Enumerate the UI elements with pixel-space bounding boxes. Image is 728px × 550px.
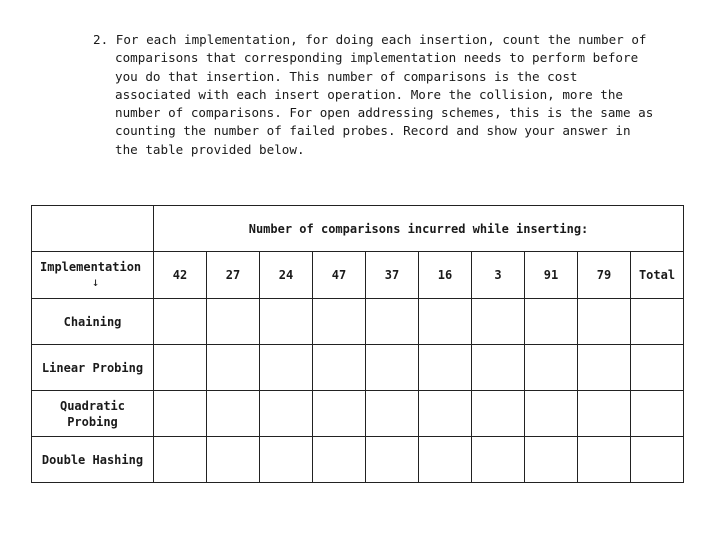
answer-cell[interactable] bbox=[366, 345, 419, 391]
key-header: 91 bbox=[525, 252, 578, 299]
answer-cell[interactable] bbox=[525, 345, 578, 391]
answer-cell[interactable] bbox=[472, 437, 525, 483]
answer-cell[interactable] bbox=[313, 299, 366, 345]
implementation-header-label: Implementation bbox=[40, 260, 142, 274]
key-header: 37 bbox=[366, 252, 419, 299]
row-label-chaining: Chaining bbox=[32, 299, 154, 345]
answer-cell[interactable] bbox=[260, 391, 313, 437]
blank-corner-cell bbox=[32, 206, 154, 252]
table-row bbox=[32, 345, 684, 391]
answer-cell[interactable] bbox=[525, 437, 578, 483]
answer-cell[interactable] bbox=[260, 299, 313, 345]
answer-cell[interactable] bbox=[525, 299, 578, 345]
comparisons-table bbox=[31, 205, 684, 483]
question-line: 2. For each implementation, for doing each insertion, count the number of bbox=[93, 32, 647, 47]
answer-cell[interactable] bbox=[472, 345, 525, 391]
key-header: 16 bbox=[419, 252, 472, 299]
answer-cell[interactable] bbox=[154, 345, 207, 391]
table-row bbox=[32, 299, 684, 345]
row-label-quadratic-probing bbox=[32, 391, 154, 437]
answer-cell[interactable] bbox=[313, 391, 366, 437]
answer-cell[interactable] bbox=[366, 437, 419, 483]
answer-cell[interactable] bbox=[419, 345, 472, 391]
answer-cell[interactable] bbox=[154, 299, 207, 345]
answer-cell[interactable] bbox=[313, 345, 366, 391]
total-cell[interactable] bbox=[631, 345, 684, 391]
answer-cell[interactable] bbox=[578, 391, 631, 437]
key-header: 42 bbox=[154, 252, 207, 299]
question-line: counting the number of failed probes. Record and show your answer in bbox=[115, 123, 631, 139]
question-text bbox=[93, 31, 673, 159]
question-line: comparisons that corresponding implementation needs to perform before bbox=[115, 50, 639, 66]
answer-cell[interactable] bbox=[154, 391, 207, 437]
table-caption: Number of comparisons incurred while inserting: bbox=[154, 206, 684, 252]
question-line: you do that insertion. This number of comparisons is the cost bbox=[115, 68, 578, 84]
answer-cell[interactable] bbox=[207, 345, 260, 391]
answer-cell[interactable] bbox=[207, 391, 260, 437]
total-cell[interactable] bbox=[631, 437, 684, 483]
table-row bbox=[32, 391, 684, 437]
answer-cell[interactable] bbox=[207, 437, 260, 483]
key-header: 3 bbox=[472, 252, 525, 299]
answer-cell[interactable] bbox=[419, 391, 472, 437]
answer-cell[interactable] bbox=[419, 437, 472, 483]
answer-cell[interactable] bbox=[472, 391, 525, 437]
answer-cell[interactable] bbox=[366, 391, 419, 437]
key-header: 27 bbox=[207, 252, 260, 299]
table-row bbox=[32, 437, 684, 483]
down-arrow-icon: ↓ bbox=[92, 275, 100, 289]
answer-cell[interactable] bbox=[419, 299, 472, 345]
question-line: associated with each insert operation. More the collision, more the bbox=[115, 86, 623, 102]
row-label-double-hashing: Double Hashing bbox=[32, 437, 154, 483]
row-label-linear-probing: Linear Probing bbox=[32, 345, 154, 391]
question-line: number of comparisons. For open addressing schemes, this is the same as bbox=[115, 105, 654, 121]
answer-cell[interactable] bbox=[260, 345, 313, 391]
key-header: 79 bbox=[578, 252, 631, 299]
row-label-quadratic-probing-text: Quadratic Probing bbox=[59, 398, 126, 429]
key-header: 24 bbox=[260, 252, 313, 299]
answer-cell[interactable] bbox=[578, 345, 631, 391]
answer-cell[interactable] bbox=[578, 299, 631, 345]
answer-cell[interactable] bbox=[366, 299, 419, 345]
answer-cell[interactable] bbox=[154, 437, 207, 483]
answer-cell[interactable] bbox=[313, 437, 366, 483]
answer-cell[interactable] bbox=[472, 299, 525, 345]
implementation-header bbox=[32, 252, 154, 299]
answer-cell[interactable] bbox=[578, 437, 631, 483]
total-header: Total bbox=[631, 252, 684, 299]
answer-cell[interactable] bbox=[260, 437, 313, 483]
answer-cell[interactable] bbox=[207, 299, 260, 345]
total-cell[interactable] bbox=[631, 391, 684, 437]
total-cell[interactable] bbox=[631, 299, 684, 345]
answer-cell[interactable] bbox=[525, 391, 578, 437]
question-line: the table provided below. bbox=[115, 141, 305, 157]
key-header: 47 bbox=[313, 252, 366, 299]
